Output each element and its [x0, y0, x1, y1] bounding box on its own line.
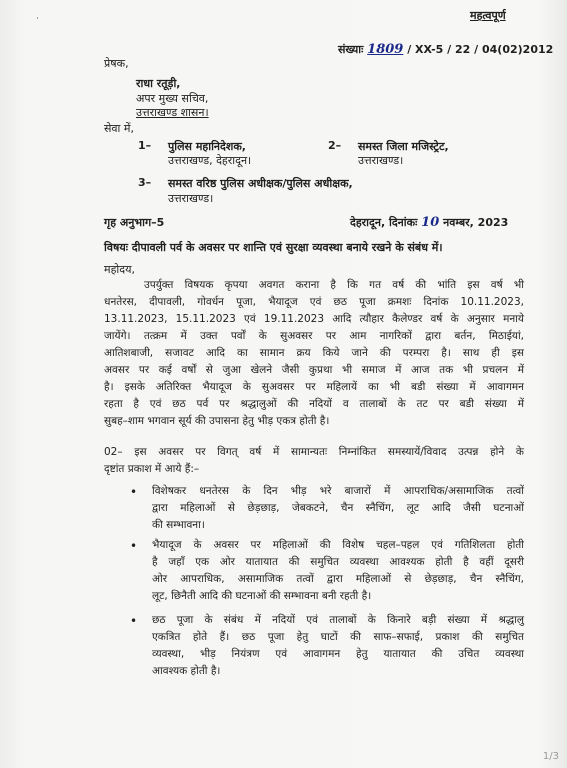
recipients-label: सेवा में, — [104, 122, 134, 135]
paragraph-1-line: जायेंगे। तत्क्रम में उक्त पर्वों के सुअवसर पर आम नागरिकों द्वारा बर्तन, मिठाईयां, — [104, 330, 524, 342]
paragraph-1-line: अवसर पर कई वर्षों से जुआ खेलने जैसी कुप्रथा भी समाज में आज तक भी प्रचलन में — [104, 364, 524, 376]
bullet-glyph: • — [130, 485, 138, 499]
subject-line: विषयः दीपावली पर्व के अवसर पर शान्ति एवं सुरक्षा व्यवस्था बनाये रखने के संबंध में। — [104, 241, 443, 254]
paragraph-1-line: आतिशबाजी, सजावट आदि का सामान क्रय किये जाने की परम्परा है। साथ ही इस — [104, 347, 524, 359]
bullet-glyph: • — [130, 539, 138, 553]
recipient-2-place: उत्तराखण्ड। — [358, 154, 404, 167]
paragraph-1-line: 13.11.2023, 15.11.2023 एवं 19.11.2023 आदि त्यौहार कैलेण्डर वर्ष के अनुसार मनाये — [104, 313, 524, 325]
bullet-item-line: लूट, छिनैती आदि की घटनाओं की सम्भावना बनी रहती है। — [152, 590, 372, 602]
reference-suffix: / XX-5 / 22 / 04(02)2012 — [407, 43, 554, 56]
salutation: महोदय, — [104, 263, 135, 276]
bullet-item-line: भैयादूज के अवसर पर महिलाओं की विशेष चहल–पहल एवं गतिशिलता होती — [152, 539, 524, 551]
bullet-item-line: ओर आपराधिक, असामाजिक तत्वों द्वारा महिलाओं से छेड़छाड़, चैन स्नैचिंग, — [152, 573, 524, 585]
bullet-item-line: आवश्यक होती है। — [152, 665, 221, 677]
date-suffix: नवम्बर, 2023 — [443, 216, 509, 229]
department: गृह अनुभाग–5 — [104, 216, 165, 229]
bullet-item-line: छठ पूजा के संबंध में नदियों एवं तालाबों के किनारे बड़ी संख्या में श्रद्धालु — [152, 614, 524, 626]
recipient-3-place: उत्तराखण्ड। — [168, 192, 214, 205]
sender-designation: अपर मुख्य सचिव, — [136, 92, 209, 105]
paragraph-1 — [104, 277, 524, 430]
paragraph-1-line: है। इसके अतिरिक्त भैयादूज के सुअवसर पर महिलायें का भी बडी संख्या में आवागमन — [104, 381, 524, 393]
scan-mark: · — [36, 14, 39, 24]
paragraph-2 — [104, 444, 524, 478]
recipient-1-place: उत्तराखण्ड, देहरादून। — [168, 154, 252, 167]
page-number: 1/3 — [542, 751, 559, 762]
sender-label: प्रेषक, — [104, 57, 129, 70]
reference-prefix: संख्याः — [338, 43, 364, 56]
bullet-item-2 — [152, 537, 524, 605]
bullet-item-line: की सम्भावना। — [152, 519, 205, 531]
reference-handwritten-number: 1809 — [367, 42, 404, 57]
recipient-3-number: 3– — [138, 176, 152, 189]
place-date-prefix: देहरादून, दिनांकः — [350, 216, 418, 229]
recipient-2-number: 2– — [328, 139, 342, 152]
recipient-3-title: समस्त वरिष्ठ पुलिस अधीक्षक/पुलिस अधीक्षक, — [168, 177, 353, 190]
paragraph-1-line: सुबह–शाम भगवान सूर्य की उपासना हेतु भीड़ एकत्र होती है। — [104, 415, 330, 427]
bullet-item-line: विशेषकर धनतेरस के दिन भीड़ भरे बाजारों में आपराधिक/असामाजिक तत्वों — [152, 485, 524, 497]
paragraph-1-line: रहता है एवं छठ पर्व पर श्रद्धालुओं की नदियों व तालाबों के तट पर बडी संख्या में — [104, 398, 524, 410]
paragraph-1-line: धनतेरस, दीपावली, गोवर्धन पूजा, भैयादूज एवं छठ पूजा क्रमशः दिनांक 10.11.2023, — [104, 296, 524, 308]
paragraph-2-line: 02– इस अवसर पर विगत् वर्ष में सामान्यतः निम्नांकित समस्यायें/विवाद उत्पन्न होने के — [104, 446, 524, 458]
bullet-item-3 — [152, 612, 524, 680]
priority-label: महत्वपूर्ण — [470, 9, 506, 22]
bullet-item-1 — [152, 483, 524, 534]
reference-number — [338, 42, 553, 57]
recipient-1-title: पुलिस महानिदेशक, — [168, 140, 246, 153]
paragraph-2-line: दृष्टांत प्रकाश में आये हैं:– — [104, 463, 200, 475]
bullet-item-line: व्यवस्था, भीड़ नियंत्रण एवं आवागमन हेतु यातायात की उचित व्यवस्था — [152, 648, 524, 660]
sender-office: उत्तराखण्ड शासन। — [136, 106, 209, 119]
bullet-item-line: द्वारा महिलाओं से छेड़छाड़, जेबकटने, चैन स्नैचिंग, लूट आदि जैसी घटनाओं — [152, 502, 524, 514]
bullet-glyph: • — [130, 614, 138, 628]
place-date — [350, 215, 508, 230]
sender-name: राधा रतूड़ी, — [136, 77, 181, 90]
bullet-item-line: है जहाँ एक ओर यातायात की समुचित व्यवस्था आवश्यक होती है वहीं दूसरी — [152, 556, 524, 568]
recipient-1-number: 1– — [138, 139, 152, 152]
recipient-2-title: समस्त जिला मजिस्ट्रेट, — [358, 140, 449, 153]
bullet-item-line: एकत्रित होते हैं। छठ पूजा हेतु घाटों की साफ–सफाई, प्रकाश की समुचित — [152, 631, 524, 643]
date-handwritten-day: 10 — [421, 215, 440, 230]
paragraph-1-line: उपर्युक्त विषयक कृपया अवगत कराना है कि गत वर्ष की भांति इस वर्ष भी — [144, 279, 524, 291]
